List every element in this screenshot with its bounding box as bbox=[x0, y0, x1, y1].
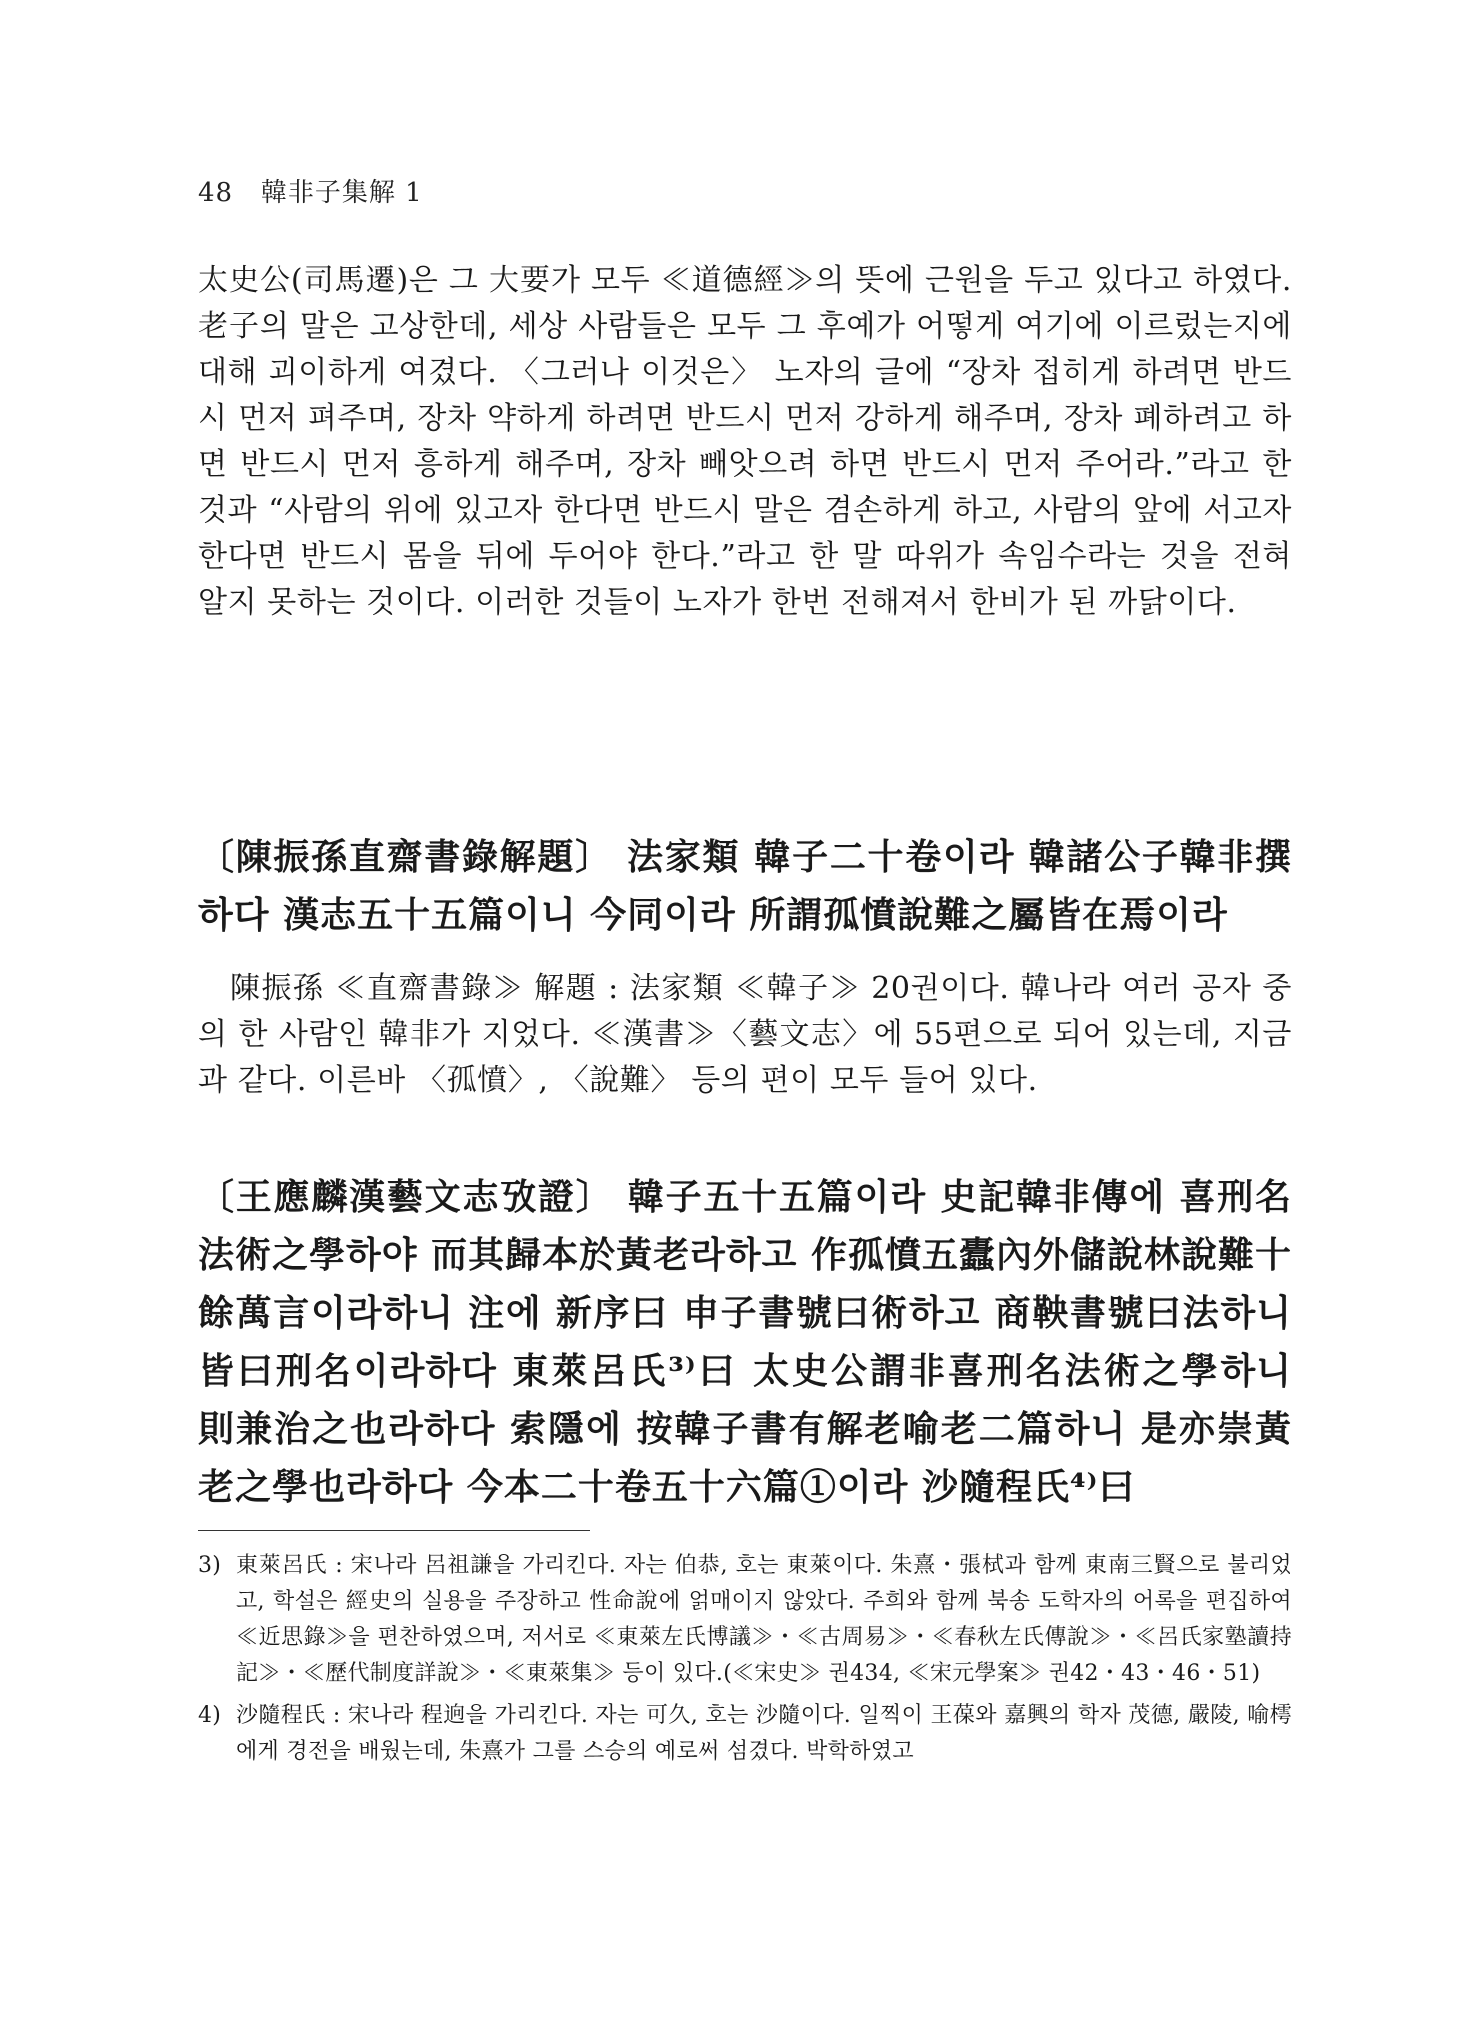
passage-text: 太史公(司馬遷)은 그 大要가 모두 ≪道德經≫의 뜻에 근원을 두고 있다고 하였다. 老子의 말은 고상한데, 세상 사람들은 모두 그 후예가 어떻게 여기에 이르렀는지에 대해 괴이하게 여겼다. 〈그러나 이것은〉 노자의 글에 “장차 접히게 하려면 반드시 먼저 펴주며, 장차 약하게 하려면 반드시 먼저 강하게 해주며, 장차 폐하려고 하면 반드시 먼저 흥하게 해주며, 장차 빼앗으려 하면 반드시 먼저 주어라.”라고 한 것과 “사람의 위에 있고자 한다면 반드시 말은 겸손하게 하고, 사람의 앞에 서고자 한다면 반드시 몸을 뒤에 두어야 한다.”라고 한 말 따위가 속임수라는 것을 전혀 알지 못하는 것이다. 이러한 것들이 노자가 한번 전해져서 한비가 된 까닭이다. bbox=[198, 263, 1292, 620]
footnote-text: 沙隨程氏 : 宋나라 程逈을 가리킨다. 자는 可久, 호는 沙隨이다. 일찍이 王葆와 嘉興의 학자 茂德, 嚴陵, 喻樗에게 경전을 배웠는데, 朱熹가 그를 스승의 예로써 섬겼다. 박학하였고 bbox=[236, 1703, 1292, 1764]
footnote-3 bbox=[198, 1548, 1292, 1692]
original-text-section-2 bbox=[198, 828, 1292, 944]
page-number: 48 bbox=[198, 178, 234, 208]
footnotes bbox=[198, 1548, 1292, 1776]
footnote-number: 4) bbox=[198, 1703, 222, 1728]
footnote-4 bbox=[198, 1698, 1292, 1770]
original-text-section-3 bbox=[198, 1168, 1292, 1516]
footnote-number: 3) bbox=[198, 1553, 222, 1578]
original-text: 〔王應麟漢藝文志攷證〕 韓子五十五篇이라 史記韓非傳에 喜刑名法術之學하야 而其歸本於黃老라하고 作孤憤五蠹內外儲說林說難十餘萬言이라하니 注에 新序曰 申子書號曰術하고 商鞅書號曰法하니 皆曰刑名이라하다 東萊呂氏³⁾曰 太史公謂非喜刑名法術之學하니 則兼治之也라하다 索隱에 按韓子書有解老喻老二篇하니 是亦崇黃老之學也라하다 今本二十卷五十六篇①이라 沙隨程氏⁴⁾曰 bbox=[198, 1176, 1292, 1508]
original-text: 〔陳振孫直齋書錄解題〕 法家類 韓子二十卷이라 韓諸公子韓非撰하다 漢志五十五篇이니 今同이라 所謂孤憤說難之屬皆在焉이라 bbox=[198, 836, 1292, 936]
footnote-divider bbox=[198, 1530, 590, 1531]
translation-passage-1 bbox=[198, 258, 1292, 626]
running-header bbox=[198, 172, 423, 209]
translation-section-2 bbox=[198, 966, 1292, 1104]
footnote-text: 東萊呂氏 : 宋나라 呂祖謙을 가리킨다. 자는 伯恭, 호는 東萊이다. 朱熹・張栻과 함께 東南三賢으로 불리었고, 학설은 經史의 실용을 주장하고 性命說에 얽매이지 않았다. 주희와 함께 북송 도학자의 어록을 편집하여 ≪近思錄≫을 편찬하였으며, 저서로 ≪東萊左氏博議≫・≪古周易≫・≪春秋左氏傳說≫・≪呂氏家塾讀持記≫・≪歷代制度詳說≫・≪東萊集≫ 등이 있다.(≪宋史≫ 권434, ≪宋元學案≫ 권42・43・46・51) bbox=[236, 1553, 1292, 1686]
book-title: 韓非子集解 1 bbox=[260, 178, 423, 208]
translation-text: 陳振孫 ≪直齋書錄≫ 解題 : 法家類 ≪韓子≫ 20권이다. 韓나라 여러 공자 중의 한 사람인 韓非가 지었다. ≪漢書≫〈藝文志〉에 55편으로 되어 있는데, 지금과 같다. 이른바 〈孤憤〉, 〈說難〉 등의 편이 모두 들어 있다. bbox=[198, 971, 1292, 1098]
